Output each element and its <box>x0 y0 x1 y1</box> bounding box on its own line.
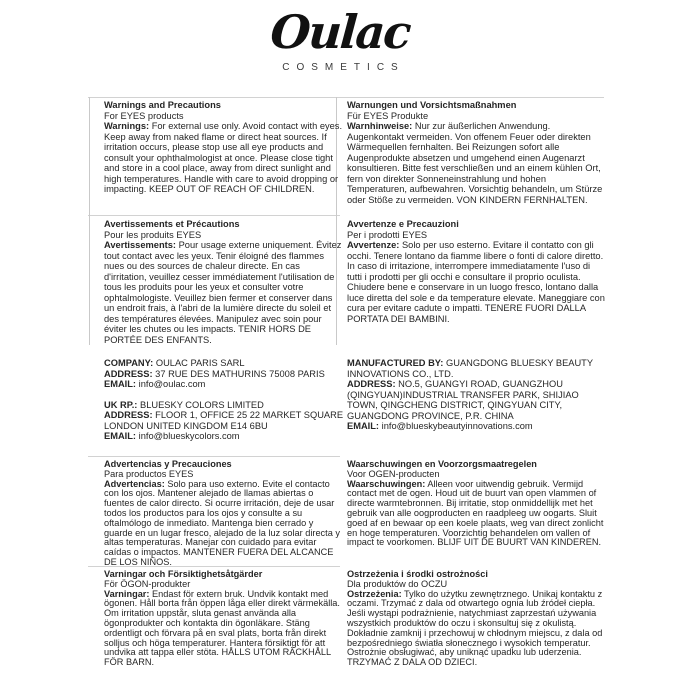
section-title: Ostrzeżenia i środki ostrożności <box>347 569 488 579</box>
section-lead: Warnhinweise: <box>347 121 413 131</box>
section-body: Avertissements: Pour usage externe uniquement. Évitez tout contact avec les yeux. Tenir éloigné des flammes nues ou des sources de chaleur directe. En cas d'irritation, veuillez cesser immédiatement l'utilisation de tous les produits pour les yeux et consulter votre ophtalmologiste. Veuillez bien fermer et conserver dans un endroit frais, à l'abri de la lumière directe du soleil et des températures élevées. Manipulez avec soin pour éviter les chutes ou les impacts. TENIR HORS DE PORTÉE DES ENFANTS. <box>104 240 342 345</box>
warnings-section-de <box>347 100 605 205</box>
warnings-section-sv <box>104 570 344 668</box>
company-address-line: ADDRESS: 37 RUE DES MATHURINS 75008 PARIS <box>104 368 325 379</box>
section-subtitle: For EYES products <box>104 110 184 121</box>
divider-line <box>88 456 340 457</box>
brand-logo-script: Oulac <box>268 5 412 59</box>
section-subtitle: Pour les produits EYES <box>104 229 202 240</box>
section-lead: Warnings: <box>104 121 150 131</box>
brand-logo <box>190 6 490 73</box>
section-subtitle: Per i prodotti EYES <box>347 229 428 240</box>
section-body: Varningar: Endast för extern bruk. Undvik kontakt med ögonen. Håll borta från öppen låga eller direkt värmekälla. Om irritation uppstår, sluta genast använda alla ögonprodukter och kontakta din ögonläkare. Stäng ordentligt och förvara på en sval plats, borta från direkt solljus och höga temperaturer. Hantera försiktigt för att undvika att tappa eller stöta. HÅLLS UTOM RÄCKHÅLL FÖR BARN. <box>104 588 340 668</box>
section-title: Avvertenze e Precauzioni <box>347 219 459 229</box>
company-info <box>104 358 344 442</box>
section-body: Warnings: For external use only. Avoid contact with eyes. Keep away from naked flame or direct heat sources. If irritation occurs, please stop use all eye products and consult your ophthalmologist at once. Please close tight and store in a cool place, away from direct sunlight and high temperatures. Handle with care to avoid dropping or impacting. KEEP OUT OF REACH OF CHILDREN. <box>104 121 343 194</box>
section-body: Warnhinweise: Nur zur äußerlichen Anwendung. Augenkontakt vermeiden. Von offenem Feuer oder direkten Wärmequellen fernhalten. Bei Reizungen sofort alle Augenprodukte absetzen und umgehend einen Augenarzt konsultieren. Bitte fest verschließen und an einem kühlen Ort, fern von direkter Sonneneinstrahlung und hohen Temperaturen, aufbewahren. Vorsichtig behandeln, um Stürze oder Stöße zu vermeiden. VON KINDERN FERNHALTEN. <box>347 121 603 205</box>
warnings-section-fr <box>104 219 344 345</box>
section-lead: Avvertenze: <box>347 240 400 250</box>
manufacturer-name-line: MANUFACTURED BY: GUANGDONG BLUESKY BEAUTY INNOVATIONS CO., LTD. <box>347 358 593 379</box>
warnings-section-nl <box>347 460 605 548</box>
section-title: Waarschuwingen en Voorzorgsmaatregelen <box>347 459 537 469</box>
company-email-line: EMAIL: info@oulac.com <box>104 379 206 389</box>
section-body: Advertencias: Solo para uso externo. Evite el contacto con los ojos. Mantener alejado de llamas abiertas o fuentes de calor directo. Si ocurre irritación, deje de usar todos los productos para los ojos y consulte a su oftalmólogo de inmediato. Mantenga bien cerrado y guarde en un lugar fresco, alejado de la luz solar directa y altas temperaturas. Manejar con cuidado para evitar caídas o impactos. MANTENER FUERA DEL ALCANCE DE LOS NIÑOS. <box>104 478 340 567</box>
ukrp-address-line: ADDRESS: FLOOR 1, OFFICE 25 22 MARKET SQUARE LONDON UNITED KINGDOM E14 6BU <box>104 410 344 431</box>
warnings-section-pl <box>347 570 605 668</box>
warnings-section-en <box>104 100 344 195</box>
section-subtitle: Dla produktów do OCZU <box>347 578 448 589</box>
section-title: Warnings and Precautions <box>104 100 221 110</box>
divider-line <box>88 97 604 98</box>
section-lead: Varningar: <box>104 588 150 599</box>
brand-subtitle: COSMETICS <box>282 62 405 73</box>
section-body: Waarschuwingen: Alleen voor uitwendig gebruik. Vermijd contact met de ogen. Houd uit de buurt van open vlammen of directe warmtebronnen. Bij irritatie, stop onmiddellijk met het gebruik van alle oogproducten en raadpleeg uw oogarts. Sluit goed af en bewaar op een koele plaats, weg van direct zonlicht en hoge temperaturen. Voorzichtig behandelen om vallen of impact te voorkomen. BLIJF UIT DE BUURT VAN KINDEREN. <box>347 478 604 548</box>
section-lead: Advertencias: <box>104 478 165 489</box>
manufacturer-address-line: ADDRESS: NO.5, GUANGYI ROAD, GUANGZHOU (QINGYUAN)INDUSTRIAL TRANSFER PARK, SHIJIAO TOWN, QINGCHENG DISTRICT, QINGYUAN CITY, GUANGDONG PROVINCE, P.R. CHINA <box>347 379 579 421</box>
company-name-line: COMPANY: OULAC PARIS SARL <box>104 358 245 368</box>
manufacturer-info <box>347 358 609 432</box>
section-subtitle: Voor OGEN-producten <box>347 468 440 479</box>
divider-line <box>88 215 340 216</box>
manufacturer-email-line: EMAIL: info@blueskybeautyinnovations.com <box>347 421 533 431</box>
section-lead: Avertissements: <box>104 240 176 250</box>
section-title: Warnungen und Vorsichtsmaßnahmen <box>347 100 517 110</box>
section-subtitle: För ÖGON-produkter <box>104 578 191 589</box>
section-body: Ostrzeżenia: Tylko do użytku zewnętrznego. Unikaj kontaktu z oczami. Trzymać z dala od otwartego ognia lub źródeł ciepła. Jeśli wystąpi podrażnienie, natychmiast zaprzestań używania wszystkich produktów do oczu i skonsultuj się z okulistą. Dokładnie zamknij i przechowuj w chłodnym miejscu, z dala od bezpośredniego światła słonecznego i wysokich temperatur. Ostrożnie obsługiwać, aby uniknąć upadku lub uderzenia. TRZYMAĆ Z DALA OD DZIECI. <box>347 588 603 668</box>
section-title: Avertissements et Précautions <box>104 219 240 229</box>
warnings-section-es <box>104 460 344 568</box>
warnings-section-it <box>347 219 605 324</box>
section-title: Varningar och Försiktighetsåtgärder <box>104 569 263 579</box>
section-subtitle: Für EYES Produkte <box>347 110 429 121</box>
section-lead: Ostrzeżenia: <box>347 588 402 599</box>
section-lead: Waarschuwingen: <box>347 478 426 489</box>
section-subtitle: Para productos EYES <box>104 468 194 479</box>
section-title: Advertencias y Precauciones <box>104 459 232 469</box>
section-body: Avvertenze: Solo per uso esterno. Evitare il contatto con gli occhi. Tenere lontano da fiamme libere o fonti di calore diretto. In caso di irritazione, interrompere immediatamente l'uso di tutti i prodotti per gli occhi e consultare il proprio oculista. Chiudere bene e conservare in un luogo fresco, lontano dalla luce diretta del sole e da temperature elevate. Maneggiare con cura per evitare cadute o impatti. TENERE FUORI DALLA PORTATA DEI BAMBINI. <box>347 240 605 324</box>
ukrp-name-line: UK RP.: BLUESKY COLORS LIMITED <box>104 399 264 410</box>
divider-line-vertical <box>89 97 90 345</box>
ukrp-email-line: EMAIL: info@blueskycolors.com <box>104 431 240 441</box>
